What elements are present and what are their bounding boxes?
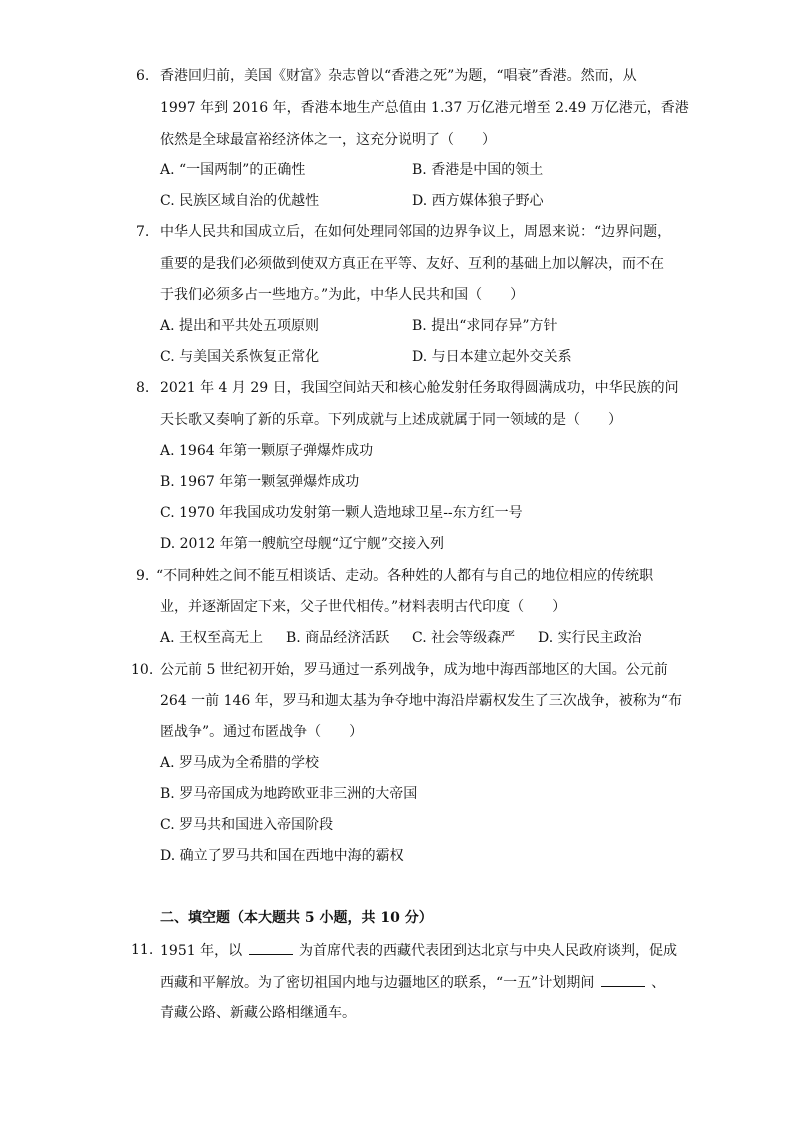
question-number: 6. — [136, 68, 150, 84]
option-d[interactable]: D. 2012 年第一艘航空母舰“辽宁舰”交接入列 — [160, 536, 445, 552]
question-number: 10. — [131, 662, 154, 678]
question-text-line — [160, 940, 677, 960]
fill-text: 为首席代表的西藏代表团到达北京与中央人民政府谈判，促成 — [299, 943, 677, 959]
fill-blank-2[interactable] — [601, 972, 645, 987]
question-number: 11. — [131, 942, 154, 958]
option-b[interactable]: B. 商品经济活跃 — [286, 630, 390, 646]
question-text-line: 264 一前 146 年，罗马和迦太基为争夺地中海沿岸霸权发生了三次战争，被称为“布 — [160, 693, 682, 709]
option-b[interactable]: B. 罗马帝国成为地跨欧亚非三洲的大帝国 — [160, 786, 418, 802]
option-c[interactable]: C. 罗马共和国进入帝国阶段 — [160, 817, 334, 833]
question-text-line: 于我们必须多占一些地方。”为此，中华人民共和国（ ） — [160, 287, 525, 303]
question-text-line: 青藏公路、新藏公路相继通车。 — [160, 1005, 356, 1021]
question-text-line: “不同种姓之间不能互相谈话、走动。各种姓的人都有与自己的地位相应的传统职 — [156, 568, 654, 584]
question-text-line: 业，并逐渐固定下来，父子世代相传。”材料表明古代印度（ ） — [160, 599, 567, 615]
option-c[interactable]: C. 1970 年我国成功发射第一颗人造地球卫星--东方红一号 — [160, 505, 523, 521]
section-title: 二、填空题（本大题共 5 小题，共 10 分） — [160, 910, 433, 926]
option-d[interactable]: D. 实行民主政治 — [538, 630, 642, 646]
question-text-line: 依然是全球最富裕经济体之一，这充分说明了（ ） — [160, 132, 496, 148]
question-text-line: 中华人民共和国成立后，在如何处理同邻国的边界争议上，周恩来说：“边界问题， — [160, 224, 672, 240]
option-d[interactable]: D. 与日本建立起外交关系 — [412, 349, 572, 365]
fill-text: 西藏和平解放。为了密切祖国内地与边疆地区的联系，“一五”计划期间 — [160, 975, 595, 991]
option-a[interactable]: A. 王权至高无上 — [160, 630, 264, 646]
question-text-line: 匿战争”。通过布匿战争（ ） — [160, 724, 364, 740]
option-c[interactable]: C. 与美国关系恢复正常化 — [160, 349, 320, 365]
option-b[interactable]: B. 香港是中国的领土 — [412, 162, 544, 178]
question-text-line: 2021 年 4 月 29 日，我国空间站天和核心舱发射任务取得圆满成功，中华民族的问 — [160, 380, 679, 396]
option-d[interactable]: D. 确立了罗马共和国在西地中海的霸权 — [160, 848, 404, 864]
question-number: 8. — [136, 380, 150, 396]
question-number: 9. — [136, 568, 150, 584]
option-a[interactable]: A. “一国两制”的正确性 — [160, 162, 306, 178]
option-c[interactable]: C. 社会等级森严 — [412, 630, 516, 646]
question-text-line: 天长歌又奏响了新的乐章。下列成就与上述成就属于同一领域的是（ ） — [160, 412, 622, 428]
option-a[interactable]: A. 1964 年第一颗原子弹爆炸成功 — [160, 443, 374, 459]
question-text-line: 重要的是我们必须做到使双方真正在平等、友好、互利的基础上加以解决，而不在 — [160, 256, 664, 272]
fill-text: 、 — [651, 975, 666, 991]
option-d[interactable]: D. 西方媒体狼子野心 — [412, 193, 544, 209]
question-text-line: 公元前 5 世纪初开始，罗马通过一系列战争，成为地中海西部地区的大国。公元前 — [160, 662, 668, 678]
option-c[interactable]: C. 民族区域自治的优越性 — [160, 193, 320, 209]
question-text-line: 1997 年到 2016 年，香港本地生产总值由 1.37 万亿港元增至 2.49 万亿港元，香港 — [160, 100, 689, 116]
question-number: 7. — [136, 224, 150, 240]
option-b[interactable]: B. 1967 年第一颗氢弹爆炸成功 — [160, 474, 360, 490]
question-text-line: 香港回归前，美国《财富》杂志曾以“香港之死”为题，“唱衰”香港。然而，从 — [160, 68, 637, 84]
question-text-line — [160, 972, 665, 992]
option-a[interactable]: A. 提出和平共处五项原则 — [160, 318, 320, 334]
fill-blank-1[interactable] — [249, 940, 293, 955]
fill-text: 1951 年，以 — [160, 943, 243, 959]
option-b[interactable]: B. 提出“求同存异”方针 — [412, 318, 558, 334]
option-a[interactable]: A. 罗马成为全希腊的学校 — [160, 755, 320, 771]
